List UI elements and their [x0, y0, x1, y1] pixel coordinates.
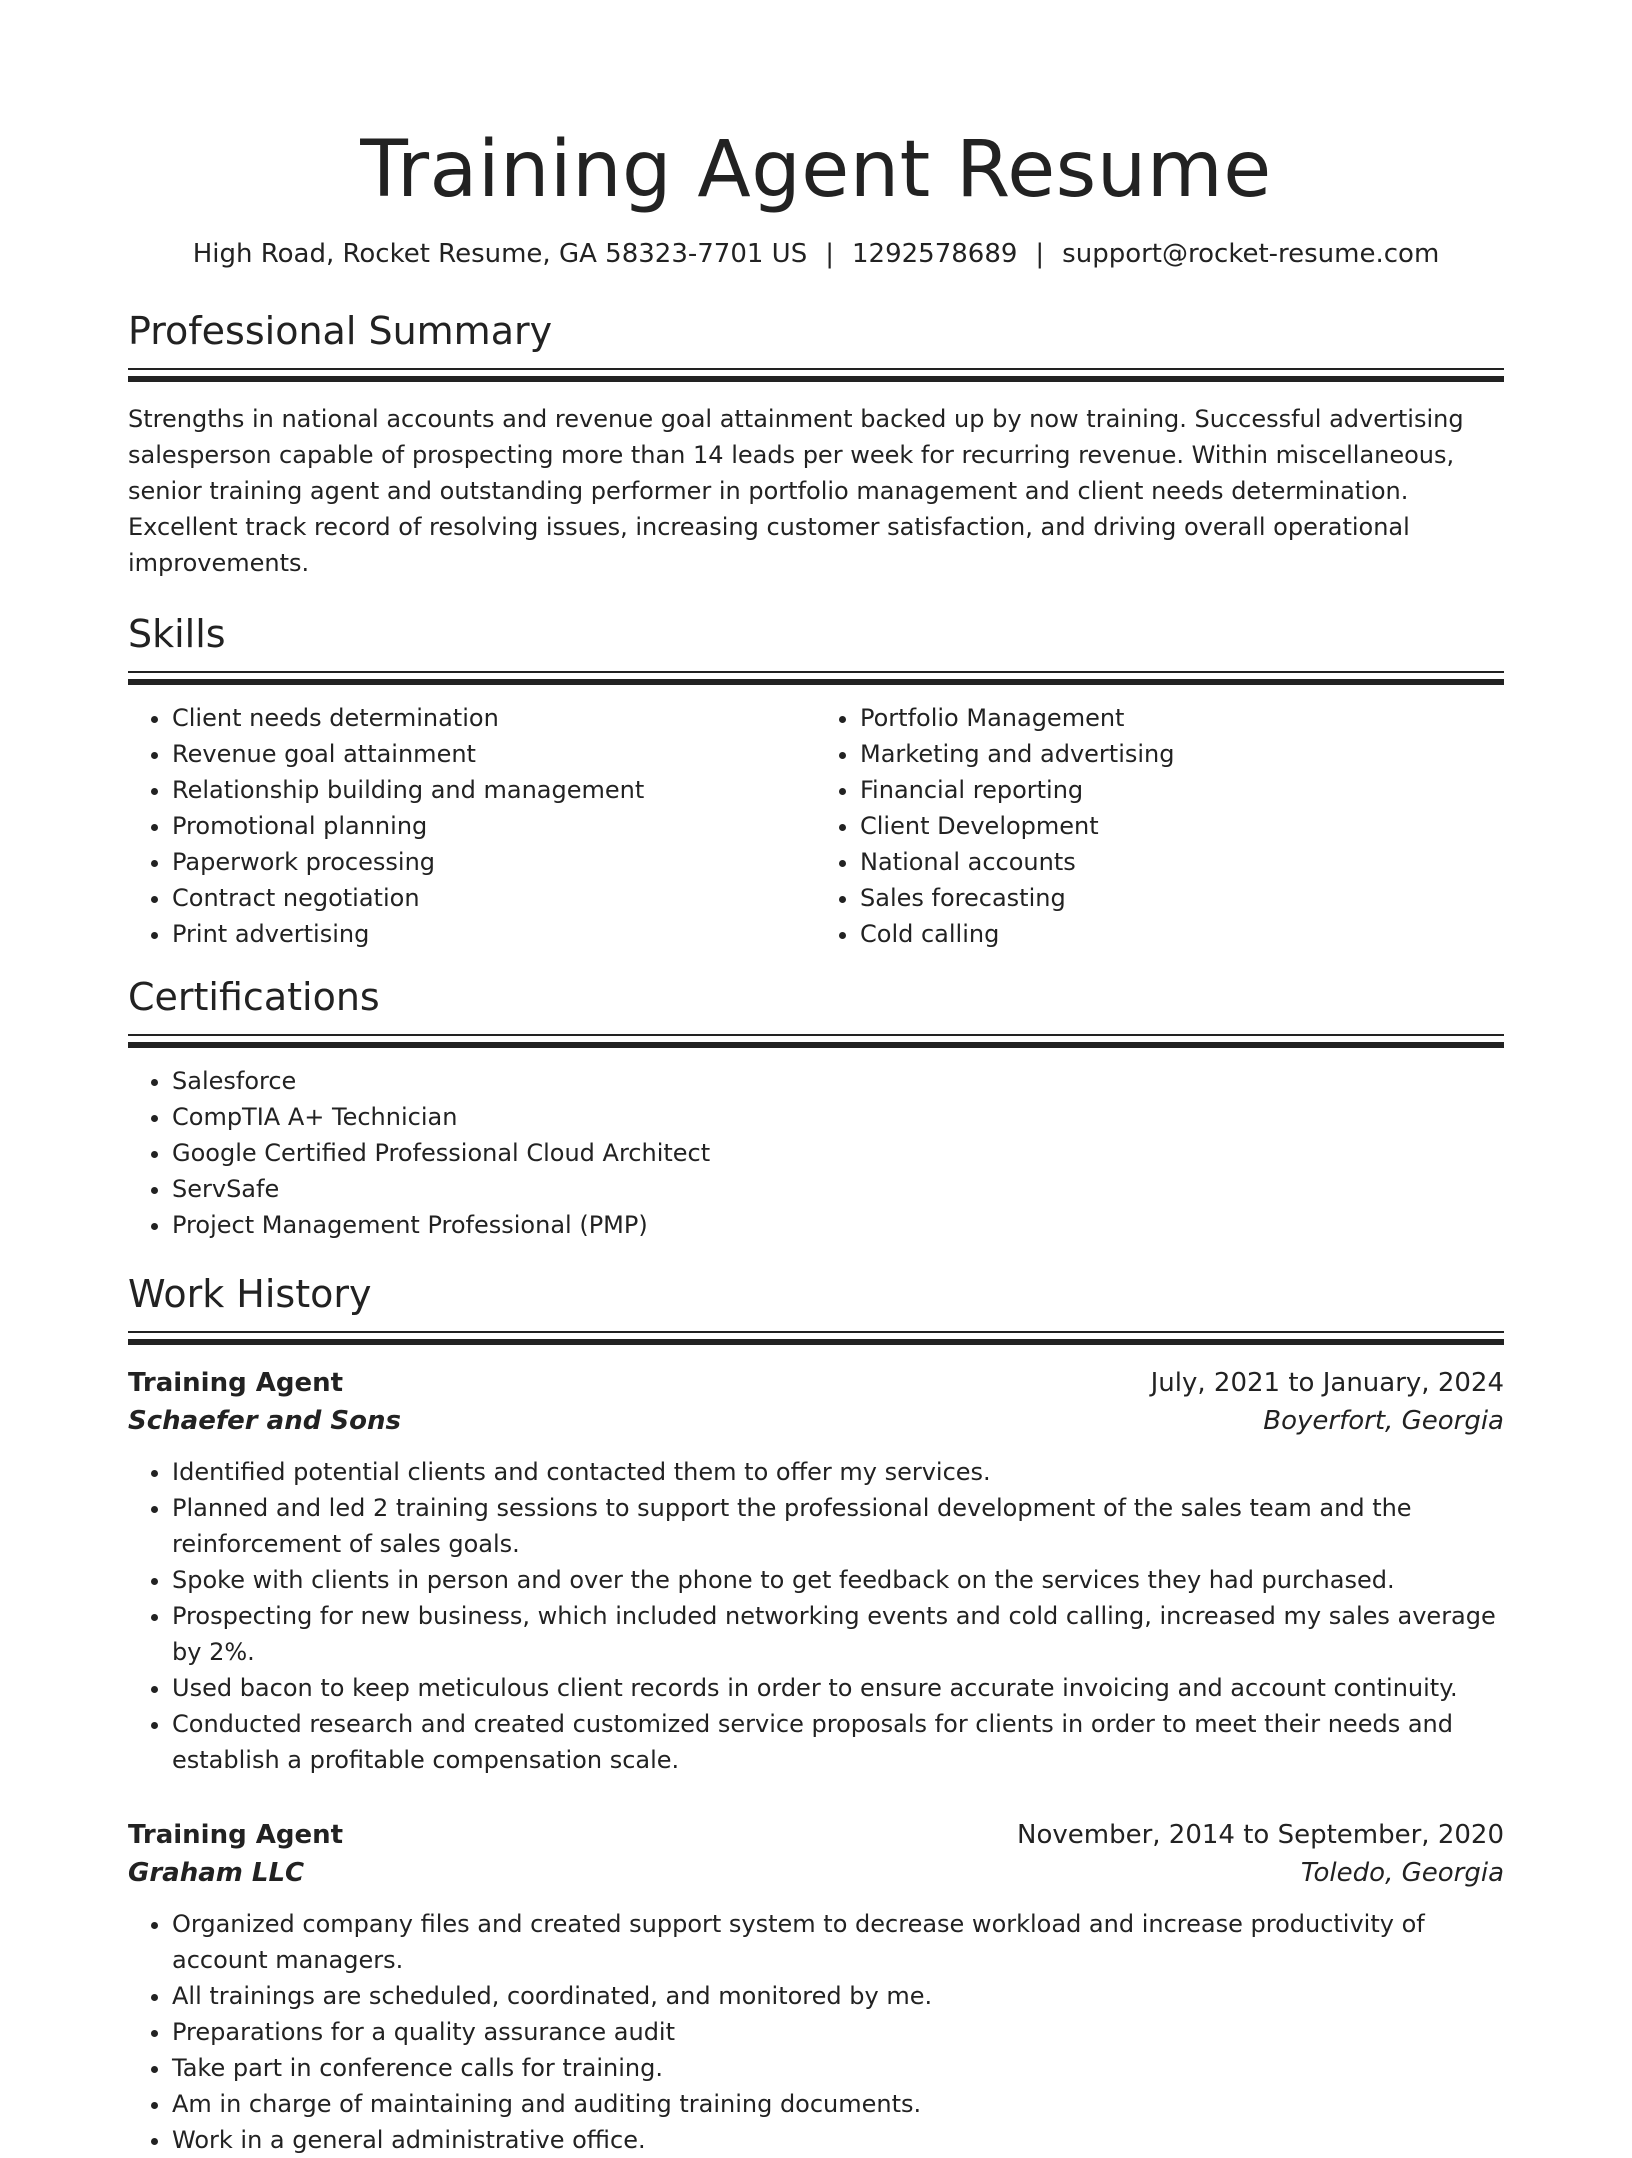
job-title: Training Agent — [128, 1820, 344, 1850]
skills-grid — [128, 686, 1504, 952]
job-title: Training Agent — [128, 1368, 344, 1398]
certification-item: • Google Certified Professional Cloud Architect — [172, 1135, 1504, 1171]
skills-list-left — [128, 700, 816, 952]
job-company-row — [128, 1854, 1504, 1892]
section-heading: Work History — [128, 1272, 372, 1316]
skill-item: • Cold calling — [860, 916, 1504, 952]
section-heading: Professional Summary — [128, 309, 553, 353]
section-work-history — [128, 1269, 1504, 2158]
contact-separator: | — [825, 239, 834, 269]
certification-item: • Project Management Professional (PMP) — [172, 1207, 1504, 1243]
job-duty: • Preparations for a quality assurance audit — [172, 2014, 1504, 2050]
job-duty: • All trainings are scheduled, coordinated, and monitored by me. — [172, 1978, 1504, 2014]
skill-item: • Promotional planning — [172, 808, 816, 844]
job-duty: • Organized company files and created support system to decrease workload and increase productivity of account managers. — [172, 1906, 1504, 1978]
skill-item: • Sales forecasting — [860, 880, 1504, 916]
job-location: Toledo, Georgia — [1300, 1858, 1504, 1888]
skill-item: • Marketing and advertising — [860, 736, 1504, 772]
skill-item: • Revenue goal attainment — [172, 736, 816, 772]
job-duties-list — [128, 1454, 1504, 1778]
job-company: Graham LLC — [128, 1858, 305, 1888]
skill-item: • Client needs determination — [172, 700, 816, 736]
certification-item: • ServSafe — [172, 1171, 1504, 1207]
section-professional-summary — [128, 306, 1504, 581]
job-duties-list — [128, 1906, 1504, 2158]
job-company-row — [128, 1402, 1504, 1440]
contact-address: High Road, Rocket Resume, GA 58323-7701 US — [192, 239, 808, 269]
contact-email: support@rocket-resume.com — [1062, 239, 1440, 269]
summary-text: Strengths in national accounts and revenue goal attainment backed up by now training. Successful advertising salesperson capable of prospecting more than 14 leads per week for recurring revenue. Within miscellaneous, senior training agent and outstanding performer in portfolio management and client needs determination. Excellent track record of resolving issues, increasing customer satisfaction, and driving overall operational improvements. — [128, 405, 1464, 577]
certification-item: • CompTIA A+ Technician — [172, 1099, 1504, 1135]
resume-title: Training Agent Resume — [360, 125, 1272, 215]
skill-item: • Print advertising — [172, 916, 816, 952]
section-divider — [128, 368, 1504, 383]
job-duty: • Take part in conference calls for training. — [172, 2050, 1504, 2086]
job-duty: • Work in a general administrative office. — [172, 2122, 1504, 2158]
contact-line — [128, 236, 1504, 272]
skill-item: • Portfolio Management — [860, 700, 1504, 736]
job-dates: July, 2021 to January, 2024 — [1150, 1368, 1504, 1398]
job-duty: • Planned and led 2 training sessions to support the professional development of the sales team and the reinforcement of sales goals. — [172, 1490, 1504, 1562]
skill-item: • Financial reporting — [860, 772, 1504, 808]
job-duty: • Am in charge of maintaining and auditing training documents. — [172, 2086, 1504, 2122]
job-duty: • Prospecting for new business, which included networking events and cold calling, increased my sales average by 2%. — [172, 1598, 1504, 1670]
certification-item: • Salesforce — [172, 1063, 1504, 1099]
skills-list-right — [816, 700, 1504, 952]
contact-phone: 1292578689 — [851, 239, 1018, 269]
section-heading: Skills — [128, 612, 226, 656]
job-duty: • Spoke with clients in person and over the phone to get feedback on the services they had purchased. — [172, 1562, 1504, 1598]
section-divider — [128, 1331, 1504, 1346]
job-dates: November, 2014 to September, 2020 — [1017, 1820, 1504, 1850]
job-header-row — [128, 1816, 1504, 1854]
job-duty: • Conducted research and created customized service proposals for clients in order to meet their needs and establish a profitable compensation scale. — [172, 1706, 1504, 1778]
job-header-row — [128, 1364, 1504, 1402]
skill-item: • Paperwork processing — [172, 844, 816, 880]
job-duty: • Identified potential clients and contacted them to offer my services. — [172, 1454, 1504, 1490]
section-certifications — [128, 972, 1504, 1243]
job-duty: • Used bacon to keep meticulous client records in order to ensure accurate invoicing and account continuity. — [172, 1670, 1504, 1706]
skill-item: • Relationship building and management — [172, 772, 816, 808]
job-company: Schaefer and Sons — [128, 1406, 401, 1436]
skill-item: • National accounts — [860, 844, 1504, 880]
skill-item: • Client Development — [860, 808, 1504, 844]
contact-separator: | — [1035, 239, 1045, 269]
section-skills — [128, 609, 1504, 952]
job-entry — [128, 1364, 1504, 1778]
section-heading: Certifications — [128, 975, 380, 1019]
section-divider — [128, 1034, 1504, 1049]
certifications-list — [128, 1063, 1504, 1243]
skill-item: • Contract negotiation — [172, 880, 816, 916]
job-entry — [128, 1816, 1504, 2158]
job-location: Boyerfort, Georgia — [1263, 1406, 1504, 1436]
section-divider — [128, 671, 1504, 686]
